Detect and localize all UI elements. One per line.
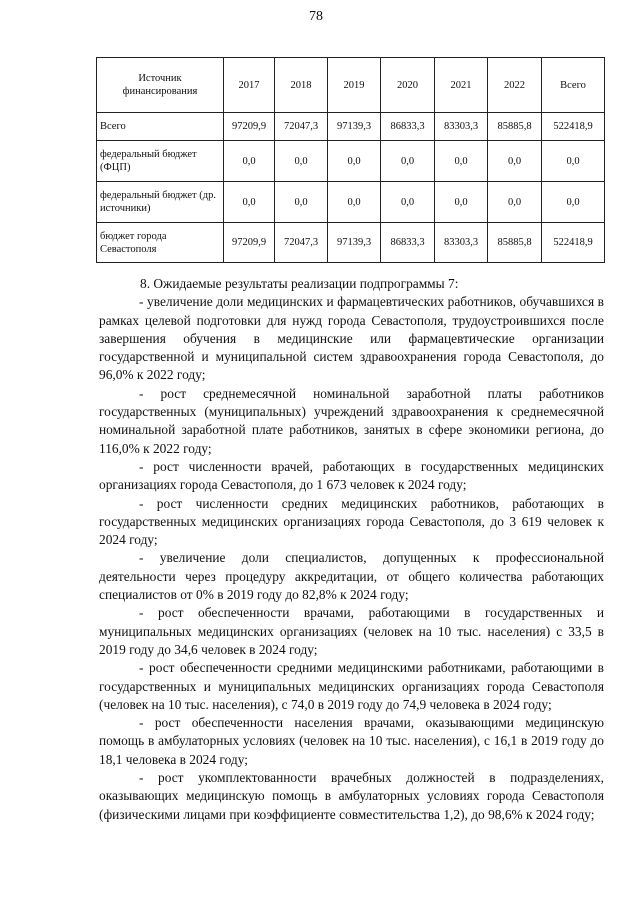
financing-table: [96, 57, 605, 263]
table-row: [97, 113, 605, 141]
list-item: - увеличение доли медицинских и фармацевтических работников, обучавшихся в рамках целевой подготовки для нужд города Севастополя, трудоустроившихся после завершения обучения в медицинские или фармацевтические организации государственной и муниципальной систем здравоохранения города Севастополя, до 96,0% к 2022 году;: [99, 294, 604, 383]
table-cell: 97139,3: [328, 113, 381, 141]
table-cell: 97209,9: [224, 223, 275, 263]
table-cell: 72047,3: [275, 223, 328, 263]
table-cell: 83303,3: [435, 113, 488, 141]
table-cell: 0,0: [542, 182, 605, 223]
table-header-row: [97, 58, 605, 113]
table-row: [97, 182, 605, 223]
list-item: - рост обеспеченности средними медицинскими работниками, работающими в государственных и муниципальных медицинских организациях города Севастополя (человек на 10 тыс. населения), с 74,0 в 2019 году до 74,9 человека в 2024 году;: [99, 660, 604, 712]
table-cell: 86833,3: [381, 223, 435, 263]
table-cell: 0,0: [328, 182, 381, 223]
header-year: 2019: [328, 58, 381, 113]
table-cell: 0,0: [542, 141, 605, 182]
header-year: 2020: [381, 58, 435, 113]
table-cell: 522418,9: [542, 223, 605, 263]
header-year: 2017: [224, 58, 275, 113]
table-cell: 97139,3: [328, 223, 381, 263]
table-cell: 0,0: [435, 182, 488, 223]
table-cell: 97209,9: [224, 113, 275, 141]
table-cell: 0,0: [275, 182, 328, 223]
header-year: 2018: [275, 58, 328, 113]
row-label: федеральный бюджет (др. источники): [97, 182, 224, 223]
table-cell: 0,0: [328, 141, 381, 182]
row-label: Всего: [97, 113, 224, 141]
table-cell: 0,0: [275, 141, 328, 182]
table-cell: 86833,3: [381, 113, 435, 141]
table-cell: 83303,3: [435, 223, 488, 263]
header-year: 2021: [435, 58, 488, 113]
header-year: 2022: [488, 58, 542, 113]
row-label: федеральный бюджет (ФЦП): [97, 141, 224, 182]
page-number: 78: [309, 9, 323, 24]
table-cell: 0,0: [435, 141, 488, 182]
list-item: - рост численности средних медицинских работников, работающих в государственных медицинских организациях города Севастополя, до 3 619 человек к 2024 году;: [99, 495, 604, 548]
table-cell: 522418,9: [542, 113, 605, 141]
table-row: [97, 223, 605, 263]
header-total: Всего: [542, 58, 605, 113]
table-cell: 85885,8: [488, 113, 542, 141]
table-cell: 85885,8: [488, 223, 542, 263]
table-cell: 0,0: [381, 141, 435, 182]
expected-results-section: [99, 275, 604, 824]
list-item: - рост среднемесячной номинальной заработной платы работников государственных (муниципальных) учреждений здравоохранения к среднемесячной номинальной заработной плате работников, занятых в сфере экономики региона, до 116,0% к 2022 году;: [99, 385, 604, 456]
list-item: - увеличение доли специалистов, допущенных к профессиональной деятельности через процедуру аккредитации, от общего количества работающих специалистов от 0% в 2019 году до 82,8% к 2024 году;: [99, 550, 604, 603]
list-item: - рост численности врачей, работающих в государственных медицинских организациях города Севастополя, до 1 673 человек к 2024 году;: [99, 458, 604, 493]
table-cell: 0,0: [224, 141, 275, 182]
list-item: - рост обеспеченности врачами, работающими в государственных и муниципальных медицинских организациях (человек на 10 тыс. населения) с 33,5 в 2019 году до 34,6 человек в 2024 году;: [99, 605, 604, 657]
section-heading: 8. Ожидаемые результаты реализации подпрограммы 7:: [140, 276, 459, 291]
header-source: Источник финансирования: [97, 58, 224, 113]
table-row: [97, 141, 605, 182]
list-item: - рост обеспеченности населения врачами, оказывающими медицинскую помощь в амбулаторных условиях (человек на 10 тыс. населения), с 16,1 в 2019 году до 18,1 человека в 2024 году;: [99, 715, 604, 767]
table-cell: 0,0: [488, 182, 542, 223]
table-cell: 72047,3: [275, 113, 328, 141]
row-label: бюджет города Севастополя: [97, 223, 224, 263]
table-cell: 0,0: [381, 182, 435, 223]
table-cell: 0,0: [224, 182, 275, 223]
table-cell: 0,0: [488, 141, 542, 182]
list-item: - рост укомплектованности врачебных должностей в подразделениях, оказывающих медицинскую помощь в амбулаторных условиях города Севастополя (физическими лицами при коэффициенте совместительства 1,2), до 98,6% к 2024 году;: [99, 770, 604, 822]
